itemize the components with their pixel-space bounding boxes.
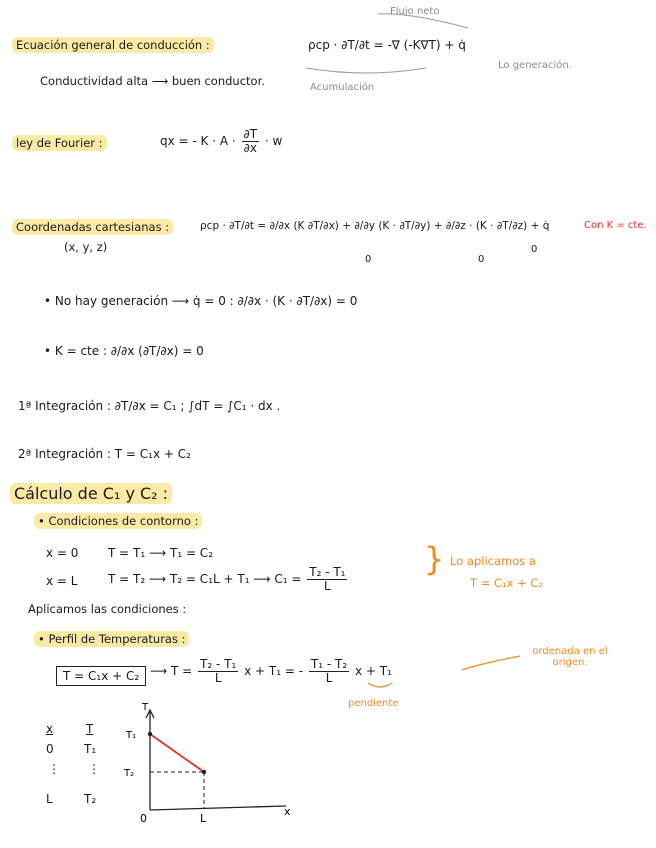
k-constant-line: • K = cte : ∂/∂x (∂T/∂x) = 0: [44, 344, 204, 358]
x-axis: [150, 806, 286, 810]
second-integration: 2ª Integración : T = C₁x + C₂: [18, 447, 191, 461]
heading-cartesianas: Coordenadas cartesianas :: [12, 220, 173, 234]
label-flujo-neto: Flujo neto: [390, 6, 440, 17]
label-ordenada: ordenada en el origen.: [532, 646, 608, 668]
zero-mark: 0: [478, 254, 485, 265]
zero-mark: 0: [531, 244, 538, 255]
bullet-perfil: • Perfil de Temperaturas :: [34, 632, 189, 646]
condition-2-left: x = L: [46, 574, 78, 588]
label-acumulacion: Acumulación: [310, 82, 375, 93]
table-header-x: x: [46, 722, 54, 736]
label-generacion: Lo generación.: [498, 60, 572, 71]
note-apply-1: Lo aplicamos a: [450, 554, 536, 568]
point-t2: [202, 770, 206, 774]
note-conductividad: Conductividad alta ⟶ buen conductor.: [40, 74, 265, 88]
table-cell: 0: [46, 742, 54, 756]
first-integration: 1ª Integración : ∂T/∂x = C₁ ; ∫dT = ∫C₁ · dx .: [18, 399, 281, 413]
table-header-t: T: [86, 722, 94, 736]
condition-2-right: T = T₂ ⟶ T₂ = C₁L + T₁ ⟶ C₁ = $\frac{\text{T₂ - T₁}}{L}$: [108, 565, 346, 593]
origin-label: 0: [140, 812, 147, 825]
fourier-equation: qx = - K · A · $\frac{\partial T}{\partial x}$ · w: [160, 127, 283, 155]
heading-calculo: Cálculo de C₁ y C₂ :: [10, 484, 172, 503]
table-dots: ⋮: [88, 762, 100, 776]
bracket: }: [424, 540, 445, 578]
table-cell: T₁: [84, 742, 97, 756]
zero-mark: 0: [365, 254, 372, 265]
apply-conditions: Aplicamos las condiciones :: [28, 602, 187, 616]
condition-1-left: x = 0: [46, 546, 79, 560]
profile-line: [150, 734, 204, 772]
bullet-condiciones: • Condiciones de contorno :: [34, 514, 202, 528]
heading-fourier: ley de Fourier :: [12, 136, 107, 150]
coord-vars: (x, y, z): [64, 240, 108, 254]
label-pendiente: pendiente: [348, 698, 399, 709]
point-t1: [148, 732, 152, 736]
note-apply-2: T = C₁x + C₂: [470, 576, 544, 590]
condition-1-right: T = T₁ ⟶ T₁ = C₂: [108, 546, 213, 560]
general-equation: ρcp · ∂T/∂t = -∇ (-K∇T) + q̇: [308, 38, 466, 52]
table-dots: ⋮: [48, 762, 60, 776]
y-axis-label: T: [142, 702, 149, 713]
cartesian-equation: ρcp · ∂T/∂t = ∂/∂x (K ∂T/∂x) + ∂/∂y (K · ∂T/∂y) + ∂/∂z · (K · ∂T/∂z) + q̇: [200, 220, 550, 232]
heading-general-equation: Ecuación general de conducción :: [12, 38, 214, 52]
tick-l-label: L: [200, 812, 207, 825]
table-cell: T₂: [84, 792, 97, 806]
boxed-equation: T = C₁x + C₂: [56, 666, 146, 686]
no-generation-line: • No hay generación ⟶ q̇ = 0 : ∂/∂x · (K · ∂T/∂x) = 0: [44, 294, 358, 308]
x-axis-label: x: [284, 805, 291, 818]
tick-t1-label: T₁: [126, 730, 137, 741]
tick-t2-label: T₂: [124, 768, 135, 779]
temperature-profile: ⟶ T = $\frac{\text{T₂ - T₁}}{L}$ x + T₁ = - $\frac{\text{T₁ - T₂}}{L}$ x + T₁: [150, 657, 392, 685]
table-cell: L: [46, 792, 53, 806]
note-k-cte: Con K = cte.: [584, 220, 647, 231]
